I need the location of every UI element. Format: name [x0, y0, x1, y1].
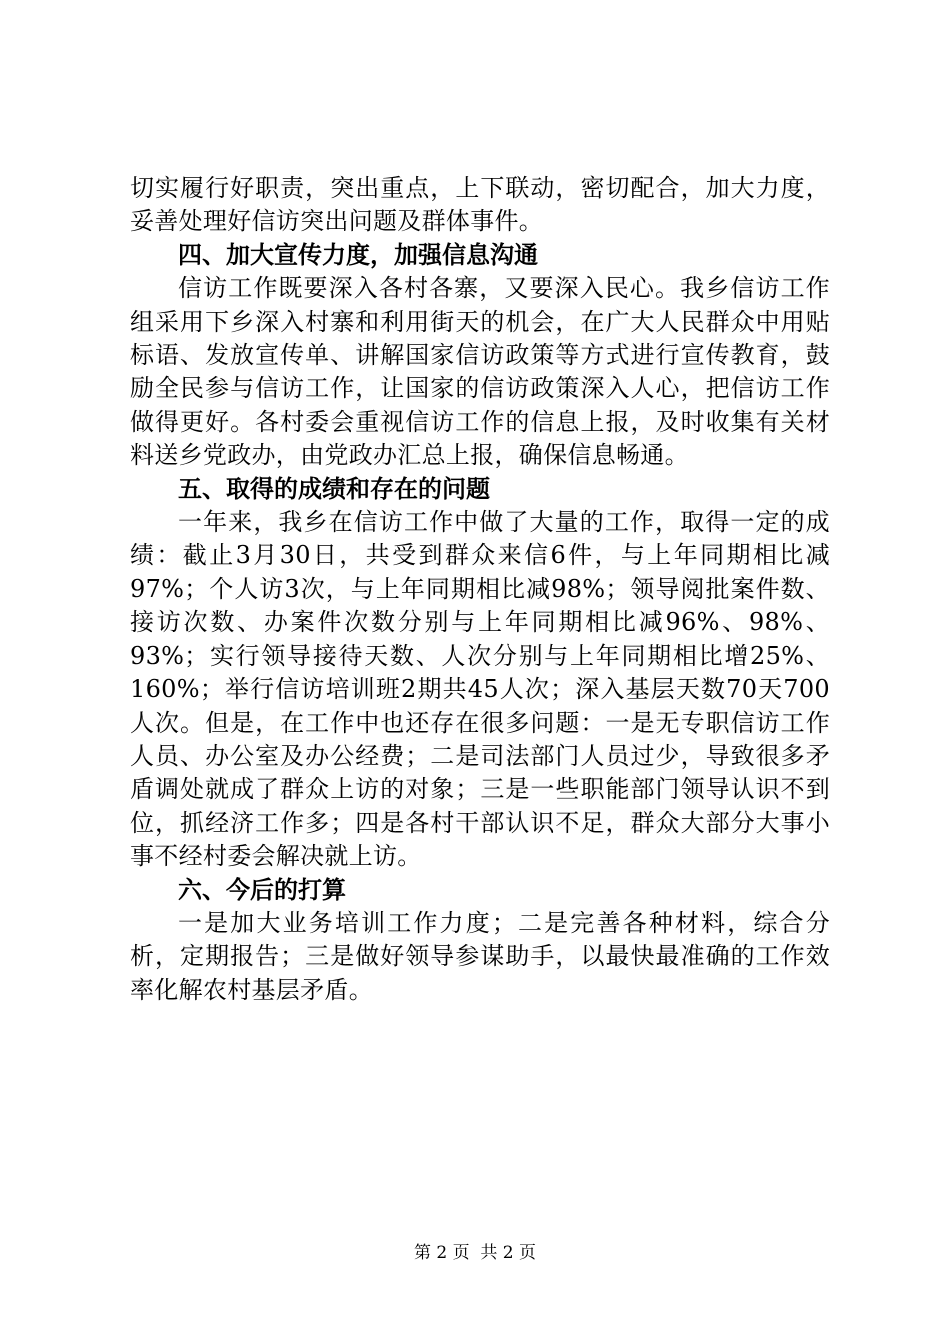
page-footer — [0, 1241, 950, 1265]
paragraph-section-6: 一是加大业务培训工作力度；二是完善各种材料，综合分析，定期报告；三是做好领导参谋助手，以最快最准确的工作效率化解农村基层矛盾。 — [130, 908, 830, 1004]
paragraph-section-5: 一年来，我乡在信访工作中做了大量的工作，取得一定的成绩：截止3月30日，共受到群众来信6件，与上年同期相比减97%；个人访3次，与上年同期相比减98%；领导阅批案件数、接访次数、办案件次数分别与上年同期相比减96%、98%、93%；实行领导接待天数、人次分别与上年同期相比增25%、160%；举行信访培训班2期共45人次；深入基层天数70天700人次。但是，在工作中也还存在很多问题：一是无专职信访工作人员、办公室及办公经费；二是司法部门人员过少，导致很多矛盾调处就成了群众上访的对象；三是一些职能部门领导认识不到位，抓经济工作多；四是各村干部认识不足，群众大部分大事小事不经村委会解决就上访。 — [130, 508, 830, 871]
paragraph-section-4: 信访工作既要深入各村各寨，又要深入民心。我乡信访工作组采用下乡深入村寨和利用街天的机会，在广大人民群众中用贴标语、发放宣传单、讲解国家信访政策等方式进行宣传教育，鼓励全民参与信访工作，让国家的信访政策深入人心，把信访工作做得更好。各村委会重视信访工作的信息上报，及时收集有关材料送乡党政办，由党政办汇总上报，确保信息畅通。 — [130, 274, 830, 470]
section-heading-4: 四、加大宣传力度，加强信息沟通 — [178, 240, 538, 269]
section-heading-5: 五、取得的成绩和存在的问题 — [178, 474, 490, 503]
document-body — [130, 172, 830, 1007]
paragraph-continuation: 切实履行好职责，突出重点，上下联动，密切配合，加大力度，妥善处理好信访突出问题及群体事件。 — [130, 174, 830, 236]
section-heading-6: 六、今后的打算 — [178, 875, 346, 904]
page-number-label: 第 2 页 共 2 页 — [413, 1243, 537, 1263]
